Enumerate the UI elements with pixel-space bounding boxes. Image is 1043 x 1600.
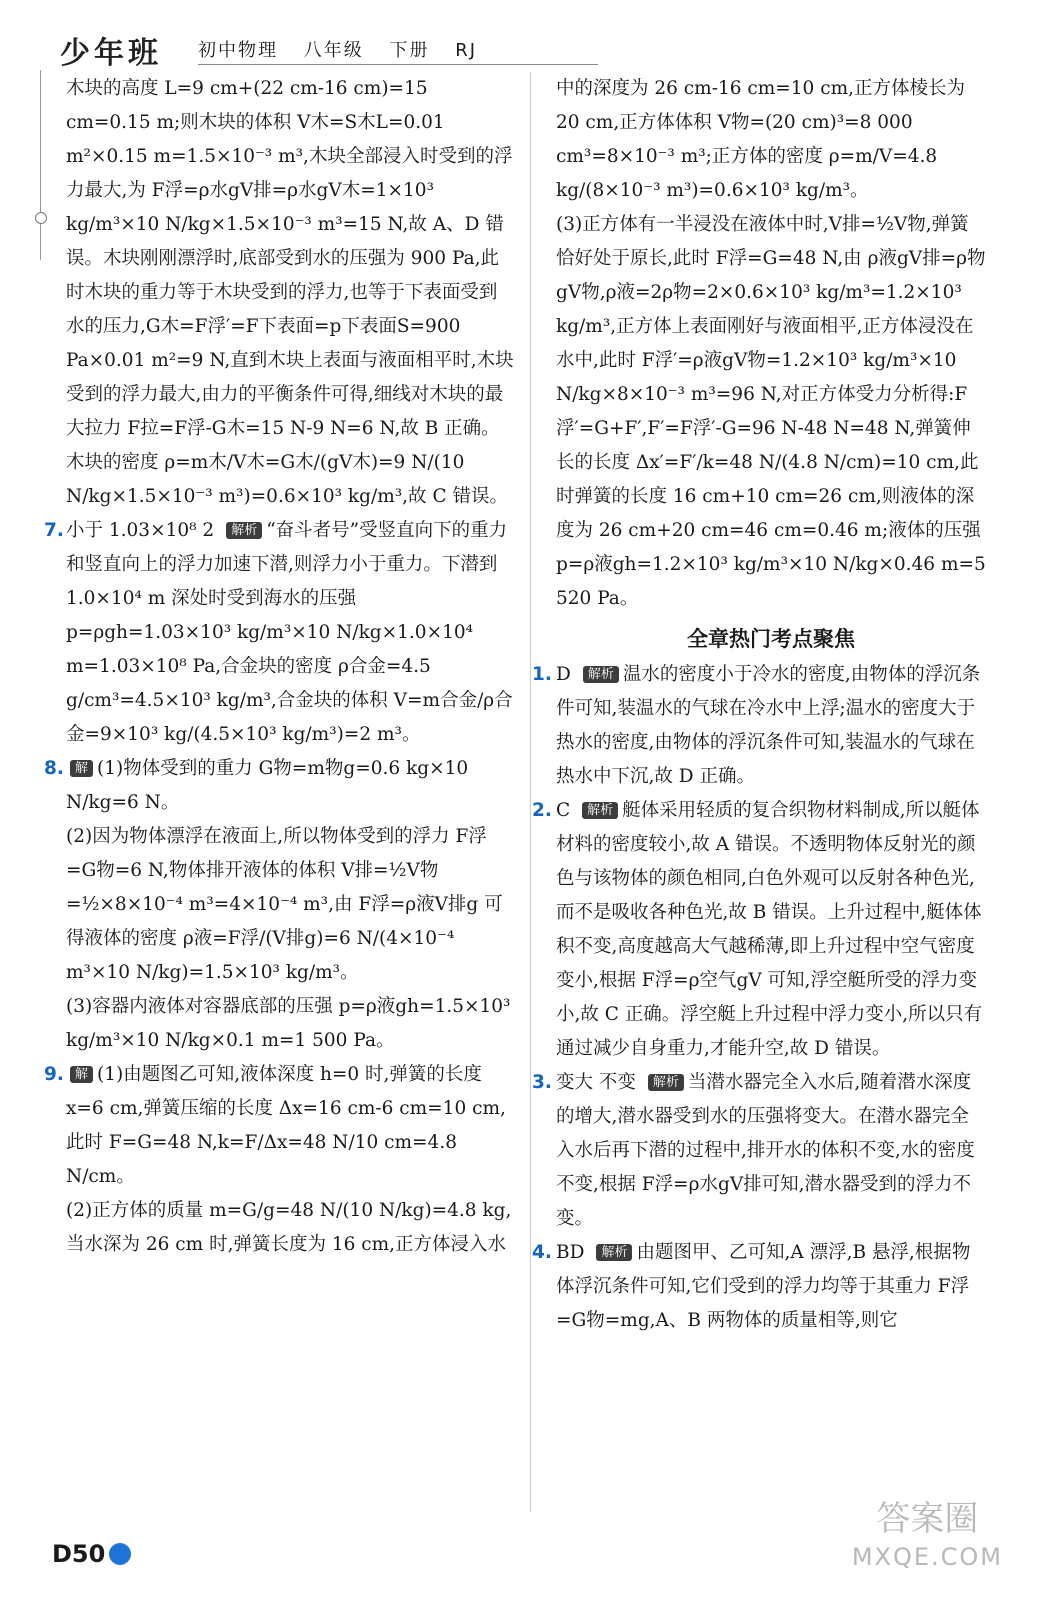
analysis-text: 艇体采用轻质的复合织物材料制成,所以艇体材料的密度较小,故 A 错误。不透明物体反射光的颜色与该物体的颜色相同,白色外观可以反射各种色光,而不是吸收各种色光,故 B 错误。上升过程中,艇体体积不变,高度越高大气越稀薄,即上升过程中空气密度变小,根据 F浮=ρ空气gV 可知,浮空艇所受的浮力变小,故 C 正确。浮空艇上升过程中浮力变小,所以只有通过减少自身重力,才能升空,故 D 错误。 (556, 800, 983, 1059)
left-column (44, 72, 514, 1262)
page-header (48, 26, 1003, 71)
analysis-text: 由题图甲、乙可知,A 漂浮,B 悬浮,根据物体浮沉条件可知,它们受到的浮力均等于其重力 F浮=G物=mg,A、B 两物体的质量相等,则它 (556, 1242, 971, 1331)
question-number: 2. (532, 800, 552, 821)
analysis-tag: 解析 (648, 1074, 684, 1091)
question-number: 7. (44, 520, 64, 541)
solution-part-2: (2)正方体的质量 m=G/g=48 N/(10 N/kg)=4.8 kg,当水深为 26 cm 时,弹簧长度为 16 cm,正方体浸入水 (66, 1200, 512, 1255)
question-number: 3. (532, 1072, 552, 1093)
question-8 (44, 752, 514, 1058)
edition-label: RJ (455, 40, 478, 61)
binding-hole-icon (35, 212, 47, 224)
column-divider (530, 72, 531, 1512)
question-7 (44, 514, 514, 752)
question-1 (532, 658, 986, 794)
solution-part-1: (1)由题图乙可知,液体深度 h=0 时,弹簧的长度 x=6 cm,弹簧压缩的长度 Δx=16 cm-6 cm=10 cm,此时 F=G=48 N,k=F/Δx=48 N/10 cm=4.8 N/cm。 (66, 1064, 506, 1187)
continued-solution: 木块的高度 L=9 cm+(22 cm-16 cm)=15 cm=0.15 m;则木块的体积 V木=S木L=0.01 m²×0.15 m=1.5×10⁻³ m³,木块全部浸入时受到的浮力最大,为 F浮=ρ水gV排=ρ水gV木=1×10³ kg/m³×10 N/kg×1.5×10⁻³ m³=15 N,故 A、D 错误。木块刚刚漂浮时,底部受到水的压强为 900 Pa,此时木块的重力等于木块受到的浮力,也等于下表面受到水的压力,G木=F浮′=F下表面=p下表面S=900 Pa×0.01 m²=9 N,直到木块上表面与液面相平时,木块受到的浮力最大,由力的平衡条件可得,细线对木块的最大拉力 F拉=F浮-G木=15 N-9 N=6 N,故 B 正确。木块的密度 ρ=m木/V木=G木/(gV木)=9 N/(10 N/kg×1.5×10⁻³ m³)=0.6×10³ kg/m³,故 C 错误。 (66, 78, 514, 507)
analysis-tag: 解析 (583, 666, 619, 683)
margin-rail (40, 70, 41, 260)
solution-part-3: (3)容器内液体对容器底部的压强 p=ρ液gh=1.5×10³ kg/m³×10 N/kg×0.1 m=1 500 Pa。 (66, 996, 511, 1051)
solution-part-3: (3)正方体有一半浸没在液体中时,V排=½V物,弹簧恰好处于原长,此时 F浮=G=48 N,由 ρ液gV排=ρ物gV物,ρ液=2ρ物=2×0.6×10³ kg/m³=1.2×10³ kg/m³,正方体上表面刚好与液面相平,正方体浸没在水中,此时 F浮′=ρ液gV物=1.2×10³ kg/m³×10 N/kg×8×10⁻³ m³=96 N,对正方体受力分析得:F浮′=G+F′,F′=F浮′-G=96 N-48 N=48 N,弹簧伸长的长度 Δx′=F′/k=48 N/(4.8 N/cm)=10 cm,此时弹簧的长度 16 cm+10 cm=26 cm,则液体的深度为 26 cm+20 cm=46 cm=0.46 m;液体的压强 p=ρ液gh=1.2×10³ kg/m³×10 N/kg×0.46 m=5 520 Pa。 (556, 214, 986, 609)
question-3 (532, 1066, 986, 1236)
answer-text: BD (556, 1242, 585, 1263)
volume-label: 下册 (389, 40, 430, 61)
answer-text: 变大 不变 (556, 1072, 636, 1093)
analysis-tag: 解析 (226, 522, 262, 539)
watermark (852, 1500, 1003, 1576)
question-number: 1. (532, 664, 552, 685)
page-number: D50 (52, 1540, 106, 1568)
solution-tag: 解 (70, 760, 93, 777)
analysis-text: 当潜水器完全入水后,随着潜水深度的增大,潜水器受到水的压强将变大。在潜水器完全入水后再下潜的过程中,排开水的体积不变,水的密度不变,根据 F浮=ρ水gV排可知,潜水器受到的浮力不变。 (556, 1072, 975, 1229)
question-9 (44, 1058, 514, 1262)
page-footer (52, 1540, 131, 1568)
analysis-tag: 解析 (596, 1244, 632, 1261)
answer-text: D (556, 664, 571, 685)
analysis-text: “奋斗者号”受竖直向下的重力和竖直向上的浮力加速下潜,则浮力小于重力。下潜到 1.0×10⁴ m 深处时受到海水的压强 p=ρgh=1.03×10³ kg/m³×10 N/kg×1.0×10⁴ m=1.03×10⁸ Pa,合金块的密度 ρ合金=4.5 g/cm³=4.5×10³ kg/m³,合金块的体积 V=m合金/ρ合金=9×10³ kg/(4.5×10³ kg/m³)=2 m³。 (66, 520, 513, 745)
question-number: 9. (44, 1064, 64, 1085)
brand-logo: 少年班 (60, 36, 162, 71)
header-rule (198, 64, 598, 65)
solution-part-1: (1)物体受到的重力 G物=m物g=0.6 kg×10 N/kg=6 N。 (66, 758, 469, 813)
section-title: 全章热门考点聚焦 (687, 627, 855, 651)
question-number: 4. (532, 1242, 552, 1263)
watermark-text: 答案圈 (876, 1499, 979, 1539)
question-2 (532, 794, 986, 1066)
solution-part-2: (2)因为物体漂浮在液面上,所以物体受到的浮力 F浮=G物=6 N,物体排开液体的体积 V排=½V物=½×8×10⁻⁴ m³=4×10⁻⁴ m³,由 F浮=ρ液V排g 可得液体的密度 ρ液=F浮/(V排g)=6 N/(4×10⁻⁴ m³×10 N/kg)=1.5×10³ kg/m³。 (66, 826, 503, 983)
solution-tag: 解 (70, 1066, 93, 1083)
analysis-tag: 解析 (582, 802, 618, 819)
watermark-url: MXQE.COM (851, 1543, 1003, 1571)
question-number: 8. (44, 758, 64, 779)
right-column (532, 72, 986, 1338)
page-badge-icon (109, 1543, 131, 1565)
continued-solution: 中的深度为 26 cm-16 cm=10 cm,正方体棱长为 20 cm,正方体体积 V物=(20 cm)³=8 000 cm³=8×10⁻³ m³;正方体的密度 ρ=m/V=4.8 kg/(8×10⁻³ m³)=0.6×10³ kg/m³。 (556, 78, 965, 201)
subject-label: 初中物理 (198, 40, 278, 61)
answer-text: C (556, 800, 571, 821)
book-info (198, 36, 495, 62)
answer-text: 小于 1.03×10⁸ 2 (66, 520, 215, 541)
analysis-text: 温水的密度小于冷水的密度,由物体的浮沉条件可知,装温水的气球在冷水中上浮;温水的密度大于热水的密度,由物体的浮沉条件可知,装温水的气球在热水中下沉,故 D 正确。 (556, 664, 981, 787)
grade-label: 八年级 (303, 40, 364, 61)
question-4 (532, 1236, 986, 1338)
